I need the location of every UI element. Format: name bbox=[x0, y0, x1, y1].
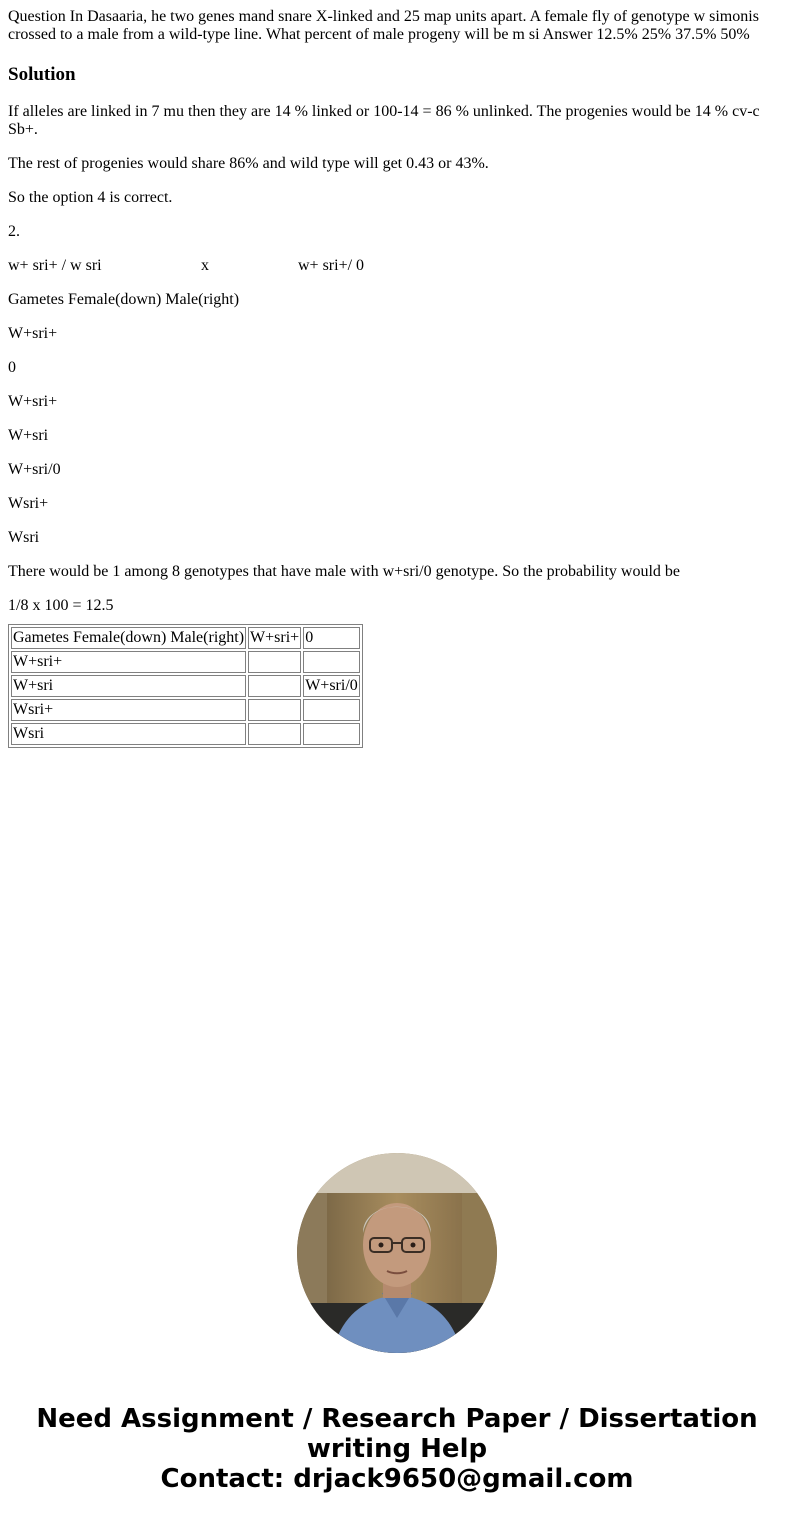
document-body bbox=[0, 0, 794, 748]
gamete-line: 0 bbox=[8, 359, 16, 376]
conclusion-text: There would be 1 among 8 genotypes that have male with w+sri/0 genotype. So the probability would be bbox=[8, 563, 680, 580]
table-cell bbox=[248, 675, 301, 697]
cross-female-genotype: w+ sri+ / w sri bbox=[8, 257, 102, 274]
gametes-header-text: Gametes Female(down) Male(right) bbox=[8, 291, 240, 308]
table-cell bbox=[303, 699, 360, 721]
solution-paragraph-2: The rest of progenies would share 86% and wild type will get 0.43 or 43%. bbox=[8, 155, 489, 172]
solution-paragraph-1: If alleles are linked in 7 mu then they are 14 % linked or 100-14 = 86 % unlinked. The progenies would be 14 % cv-c Sb+. bbox=[8, 103, 760, 138]
solution-heading: Solution bbox=[8, 64, 76, 85]
gamete-line: Wsri+ bbox=[8, 495, 49, 512]
table-cell: Gametes Female(down) Male(right) bbox=[11, 627, 246, 649]
promo-contact: Contact: drjack9650@gmail.com bbox=[160, 1464, 634, 1494]
table-cell: W+sri bbox=[11, 675, 246, 697]
table-cell bbox=[248, 651, 301, 673]
promo-line-2: writing Help bbox=[306, 1434, 488, 1464]
cross-male-genotype: w+ sri+/ 0 bbox=[298, 257, 365, 274]
author-avatar bbox=[297, 1153, 497, 1353]
table-cell bbox=[303, 651, 360, 673]
solution-paragraph-4: 2. bbox=[8, 223, 20, 240]
table-cell: W+sri+ bbox=[11, 651, 246, 673]
cross-line bbox=[8, 257, 786, 275]
gamete-line: W+sri bbox=[8, 427, 49, 444]
promo-footer bbox=[0, 1404, 794, 1494]
table-cell: 0 bbox=[303, 627, 360, 649]
author-portrait-image bbox=[297, 1153, 497, 1353]
table-row bbox=[11, 675, 360, 697]
table-cell: Wsri bbox=[11, 723, 246, 745]
table-cell bbox=[248, 699, 301, 721]
gamete-line: W+sri+ bbox=[8, 393, 58, 410]
solution-paragraph-3: So the option 4 is correct. bbox=[8, 189, 173, 206]
promo-line-1: Need Assignment / Research Paper / Dissertation bbox=[36, 1404, 758, 1434]
question-text: Question In Dasaaria, he two genes mand snare X-linked and 25 map units apart. A female fly of genotype w simonis crossed to a male from a wild-type line. What percent of male progeny will be m si Answer 12.5% 25% 37.5% 50% bbox=[8, 8, 759, 43]
gamete-line: W+sri+ bbox=[8, 325, 58, 342]
table-row bbox=[11, 651, 360, 673]
punnett-table bbox=[8, 624, 363, 748]
table-row bbox=[11, 723, 360, 745]
table-cell: W+sri/0 bbox=[303, 675, 360, 697]
table-header-row bbox=[11, 627, 360, 649]
gamete-line: W+sri/0 bbox=[8, 461, 61, 478]
cross-symbol: x bbox=[201, 257, 209, 274]
table-cell bbox=[248, 723, 301, 745]
table-cell: W+sri+ bbox=[248, 627, 301, 649]
gamete-line: Wsri bbox=[8, 529, 40, 546]
table-cell: Wsri+ bbox=[11, 699, 246, 721]
table-row bbox=[11, 699, 360, 721]
result-text: 1/8 x 100 = 12.5 bbox=[8, 597, 114, 614]
table-cell bbox=[303, 723, 360, 745]
